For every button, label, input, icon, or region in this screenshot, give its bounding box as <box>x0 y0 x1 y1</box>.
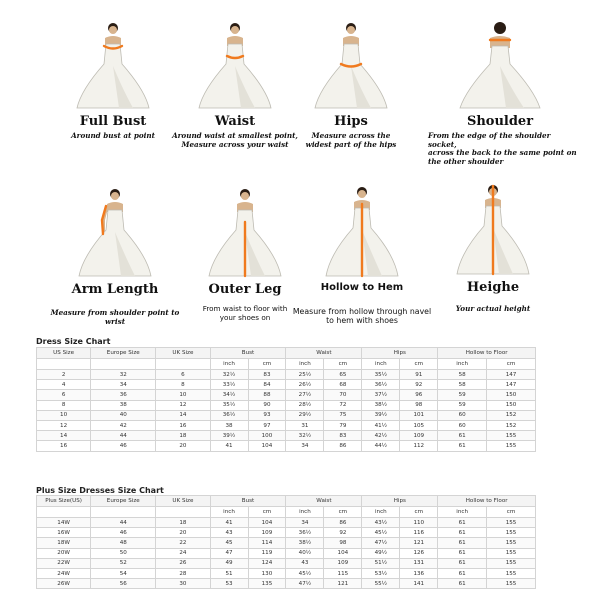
measure-title: Hollow to Hem <box>320 282 404 293</box>
measure-title: Hips <box>334 114 368 129</box>
table-cell: 58 <box>438 370 487 380</box>
table-cell: 109 <box>324 558 362 568</box>
dress-figure-shoulder-back <box>450 20 550 112</box>
table-cell: 25½ <box>286 370 324 380</box>
table-cell: 47 <box>210 548 248 558</box>
table-cell: 43 <box>286 558 324 568</box>
table-cell: 152 <box>487 410 536 420</box>
column-subheader <box>37 507 91 518</box>
table-cell: 35½ <box>362 370 400 380</box>
column-subheader <box>156 359 210 370</box>
table-cell: 34½ <box>210 390 248 400</box>
column-header: Plus Size(US) <box>37 496 91 507</box>
table-cell: 56 <box>91 579 156 589</box>
table-cell: 92 <box>400 380 438 390</box>
table-cell: 10 <box>37 410 91 420</box>
table-cell: 14W <box>37 518 91 528</box>
table-cell: 155 <box>487 528 536 538</box>
table-cell: 65 <box>324 370 362 380</box>
table-cell: 155 <box>487 579 536 589</box>
measure-desc: Your actual height <box>455 304 531 313</box>
table-cell: 155 <box>487 568 536 578</box>
table-cell: 131 <box>400 558 438 568</box>
table-row <box>37 400 536 410</box>
table-cell: 41 <box>210 518 248 528</box>
table-cell: 101 <box>400 410 438 420</box>
table-cell: 54 <box>91 568 156 578</box>
measure-desc: Around bust at point <box>71 131 155 140</box>
table-cell: 119 <box>248 548 286 558</box>
column-header: UK Size <box>156 348 210 359</box>
dress-size-chart-title: Dress Size Chart <box>36 337 111 346</box>
table-cell: 93 <box>248 410 286 420</box>
table-cell: 41 <box>210 441 248 451</box>
table-cell: 16 <box>37 441 91 451</box>
dress-figure-outer-leg <box>195 186 295 280</box>
table-cell: 45½ <box>286 568 324 578</box>
table-row <box>37 441 536 451</box>
table-cell: 42 <box>91 420 156 430</box>
column-subheader: inch <box>362 507 400 518</box>
table-cell: 91 <box>400 370 438 380</box>
table-cell: 130 <box>248 568 286 578</box>
table-cell: 61 <box>438 518 487 528</box>
table-cell: 49½ <box>362 548 400 558</box>
measure-hollow-to-hem <box>287 184 437 326</box>
table-cell: 14 <box>37 431 91 441</box>
table-cell: 53½ <box>362 568 400 578</box>
table-cell: 43½ <box>362 518 400 528</box>
table-cell: 61 <box>438 548 487 558</box>
table-cell: 6 <box>156 370 210 380</box>
table-cell: 14 <box>156 410 210 420</box>
table-cell: 147 <box>487 380 536 390</box>
table-row <box>37 538 536 548</box>
table-cell: 51½ <box>362 558 400 568</box>
table-cell: 16 <box>156 420 210 430</box>
table-cell: 51 <box>210 568 248 578</box>
table-cell: 88 <box>248 390 286 400</box>
table-row <box>37 518 536 528</box>
table-cell: 60 <box>438 420 487 430</box>
table-cell: 121 <box>324 579 362 589</box>
column-subheader: cm <box>248 359 286 370</box>
table-cell: 22 <box>156 538 210 548</box>
table-cell: 135 <box>248 579 286 589</box>
dress-figure-waist <box>185 20 285 112</box>
table-cell: 61 <box>438 558 487 568</box>
measure-height <box>418 184 568 314</box>
table-cell: 24 <box>156 548 210 558</box>
measure-desc: Measure from hollow through navel to hem with shoes <box>292 307 432 326</box>
table-cell: 26½ <box>286 380 324 390</box>
table-cell: 86 <box>324 518 362 528</box>
table-cell: 50 <box>91 548 156 558</box>
measure-desc: From the edge of the shoulder socket, across the back to the same point on the other shoulder <box>428 131 577 166</box>
table-cell: 61 <box>438 431 487 441</box>
table-cell: 72 <box>324 400 362 410</box>
column-subheader: inch <box>362 359 400 370</box>
table-cell: 8 <box>156 380 210 390</box>
table-cell: 46 <box>91 441 156 451</box>
column-subheader: inch <box>438 507 487 518</box>
table-cell: 46 <box>91 528 156 538</box>
table-cell: 38 <box>91 400 156 410</box>
table-row <box>37 528 536 538</box>
plus-size-chart-title: Plus Size Dresses Size Chart <box>36 486 164 495</box>
column-header: Waist <box>286 348 362 359</box>
table-cell: 45½ <box>362 528 400 538</box>
table-cell: 35½ <box>210 400 248 410</box>
table-cell: 26W <box>37 579 91 589</box>
column-subheader: inch <box>286 507 324 518</box>
column-header: Hips <box>362 496 438 507</box>
measure-hips <box>276 20 426 149</box>
table-cell: 44½ <box>362 441 400 451</box>
table-cell: 20 <box>156 528 210 538</box>
column-header: Hollow to Floor <box>438 496 536 507</box>
table-cell: 61 <box>438 568 487 578</box>
measure-desc: Around waist at smallest point, Measure across your waist <box>172 131 298 149</box>
measure-arm-length <box>40 186 190 326</box>
table-cell: 52 <box>91 558 156 568</box>
table-row <box>37 420 536 430</box>
table-cell: 60 <box>438 410 487 420</box>
table-cell: 152 <box>487 420 536 430</box>
column-header: Hips <box>362 348 438 359</box>
column-header: UK Size <box>156 496 210 507</box>
table-cell: 115 <box>324 568 362 578</box>
table-cell: 28½ <box>286 400 324 410</box>
dress-figure-full-bust <box>63 20 163 112</box>
table-cell: 33½ <box>210 380 248 390</box>
table-cell: 75 <box>324 410 362 420</box>
table-row <box>37 548 536 558</box>
table-cell: 37½ <box>362 390 400 400</box>
dress-figure-arm-length <box>65 186 165 280</box>
table-cell: 22W <box>37 558 91 568</box>
table-cell: 68 <box>324 380 362 390</box>
table-cell: 104 <box>324 548 362 558</box>
table-cell: 42½ <box>362 431 400 441</box>
measure-title: Heighe <box>466 280 520 295</box>
table-cell: 53 <box>210 579 248 589</box>
table-cell: 58 <box>438 380 487 390</box>
column-header: Europe Size <box>91 348 156 359</box>
table-cell: 36½ <box>362 380 400 390</box>
measure-title: Waist <box>214 114 256 129</box>
table-row <box>37 579 536 589</box>
column-subheader: cm <box>400 507 438 518</box>
table-cell: 155 <box>487 431 536 441</box>
table-cell: 2 <box>37 370 91 380</box>
dress-size-table <box>36 347 536 452</box>
table-cell: 47½ <box>286 579 324 589</box>
table-cell: 8 <box>37 400 91 410</box>
table-cell: 49 <box>210 558 248 568</box>
table-cell: 48 <box>91 538 156 548</box>
measure-shoulder <box>420 20 580 166</box>
table-cell: 24W <box>37 568 91 578</box>
table-cell: 6 <box>37 390 91 400</box>
table-cell: 30 <box>156 579 210 589</box>
table-cell: 36½ <box>286 528 324 538</box>
column-header: Hollow to Floor <box>438 348 536 359</box>
column-subheader <box>91 507 156 518</box>
table-cell: 84 <box>248 380 286 390</box>
table-cell: 79 <box>324 420 362 430</box>
table-cell: 29½ <box>286 410 324 420</box>
table-cell: 61 <box>438 538 487 548</box>
table-cell: 98 <box>324 538 362 548</box>
table-cell: 31 <box>286 420 324 430</box>
table-cell: 124 <box>248 558 286 568</box>
column-subheader: cm <box>487 359 536 370</box>
table-cell: 92 <box>324 528 362 538</box>
table-cell: 20W <box>37 548 91 558</box>
table-cell: 20 <box>156 441 210 451</box>
table-row <box>37 568 536 578</box>
table-cell: 38½ <box>286 538 324 548</box>
table-cell: 104 <box>248 518 286 528</box>
table-cell: 32½ <box>286 431 324 441</box>
table-cell: 150 <box>487 400 536 410</box>
table-cell: 41½ <box>362 420 400 430</box>
table-cell: 43 <box>210 528 248 538</box>
table-cell: 26 <box>156 558 210 568</box>
table-cell: 38½ <box>362 400 400 410</box>
measure-title: Full Bust <box>79 114 147 129</box>
column-subheader <box>91 359 156 370</box>
table-cell: 40 <box>91 410 156 420</box>
column-header: US Size <box>37 348 91 359</box>
table-cell: 12 <box>156 400 210 410</box>
column-header: Waist <box>286 496 362 507</box>
table-cell: 12 <box>37 420 91 430</box>
table-cell: 27½ <box>286 390 324 400</box>
table-cell: 61 <box>438 579 487 589</box>
table-cell: 90 <box>248 400 286 410</box>
table-cell: 32 <box>91 370 156 380</box>
table-cell: 136 <box>400 568 438 578</box>
table-cell: 34 <box>91 380 156 390</box>
table-row <box>37 370 536 380</box>
table-row <box>37 390 536 400</box>
table-cell: 4 <box>37 380 91 390</box>
column-header: Europe Size <box>91 496 156 507</box>
table-cell: 105 <box>400 420 438 430</box>
table-cell: 18 <box>156 518 210 528</box>
table-cell: 18 <box>156 431 210 441</box>
table-cell: 16W <box>37 528 91 538</box>
measure-desc: From waist to floor with your shoes on <box>202 304 288 322</box>
column-header: Bust <box>210 496 286 507</box>
table-cell: 40½ <box>286 548 324 558</box>
measure-desc: Measure from shoulder point to wrist <box>50 308 180 326</box>
table-cell: 18W <box>37 538 91 548</box>
column-subheader: cm <box>324 359 362 370</box>
table-cell: 10 <box>156 390 210 400</box>
table-cell: 36½ <box>210 410 248 420</box>
table-cell: 97 <box>248 420 286 430</box>
dress-figure-height <box>443 184 543 278</box>
table-cell: 114 <box>248 538 286 548</box>
table-cell: 61 <box>438 528 487 538</box>
measure-title: Arm Length <box>71 282 159 297</box>
table-cell: 83 <box>248 370 286 380</box>
column-subheader: cm <box>324 507 362 518</box>
table-cell: 61 <box>438 441 487 451</box>
table-cell: 96 <box>400 390 438 400</box>
column-subheader <box>156 507 210 518</box>
measure-desc: Measure across the widest part of the hips <box>305 131 397 149</box>
table-cell: 28 <box>156 568 210 578</box>
table-cell: 141 <box>400 579 438 589</box>
table-cell: 100 <box>248 431 286 441</box>
column-subheader: inch <box>286 359 324 370</box>
table-cell: 126 <box>400 548 438 558</box>
table-cell: 34 <box>286 518 324 528</box>
table-cell: 109 <box>400 431 438 441</box>
table-cell: 59 <box>438 390 487 400</box>
table-cell: 39½ <box>210 431 248 441</box>
table-row <box>37 431 536 441</box>
table-cell: 45 <box>210 538 248 548</box>
dress-figure-hips <box>301 20 401 112</box>
table-cell: 38 <box>210 420 248 430</box>
table-cell: 59 <box>438 400 487 410</box>
column-subheader: cm <box>487 507 536 518</box>
column-header: Bust <box>210 348 286 359</box>
table-cell: 110 <box>400 518 438 528</box>
table-cell: 55½ <box>362 579 400 589</box>
table-cell: 70 <box>324 390 362 400</box>
table-cell: 36 <box>91 390 156 400</box>
column-subheader: inch <box>210 507 248 518</box>
table-cell: 44 <box>91 431 156 441</box>
table-cell: 83 <box>324 431 362 441</box>
measure-title: Outer Leg <box>208 282 282 297</box>
column-subheader <box>37 359 91 370</box>
table-cell: 34 <box>286 441 324 451</box>
table-cell: 109 <box>248 528 286 538</box>
table-row <box>37 410 536 420</box>
table-cell: 47½ <box>362 538 400 548</box>
column-subheader: cm <box>400 359 438 370</box>
column-subheader: inch <box>210 359 248 370</box>
table-cell: 155 <box>487 441 536 451</box>
table-cell: 155 <box>487 558 536 568</box>
measure-title: Shoulder <box>466 114 534 129</box>
table-cell: 32½ <box>210 370 248 380</box>
table-cell: 104 <box>248 441 286 451</box>
table-cell: 121 <box>400 538 438 548</box>
table-cell: 155 <box>487 548 536 558</box>
table-cell: 150 <box>487 390 536 400</box>
table-cell: 155 <box>487 538 536 548</box>
table-cell: 44 <box>91 518 156 528</box>
table-cell: 147 <box>487 370 536 380</box>
table-cell: 155 <box>487 518 536 528</box>
table-cell: 112 <box>400 441 438 451</box>
plus-size-table <box>36 495 536 589</box>
table-row <box>37 558 536 568</box>
column-subheader: inch <box>438 359 487 370</box>
dress-figure-hollow-to-hem <box>312 184 412 280</box>
column-subheader: cm <box>248 507 286 518</box>
table-row <box>37 380 536 390</box>
table-cell: 86 <box>324 441 362 451</box>
table-cell: 116 <box>400 528 438 538</box>
table-cell: 98 <box>400 400 438 410</box>
table-cell: 39½ <box>362 410 400 420</box>
